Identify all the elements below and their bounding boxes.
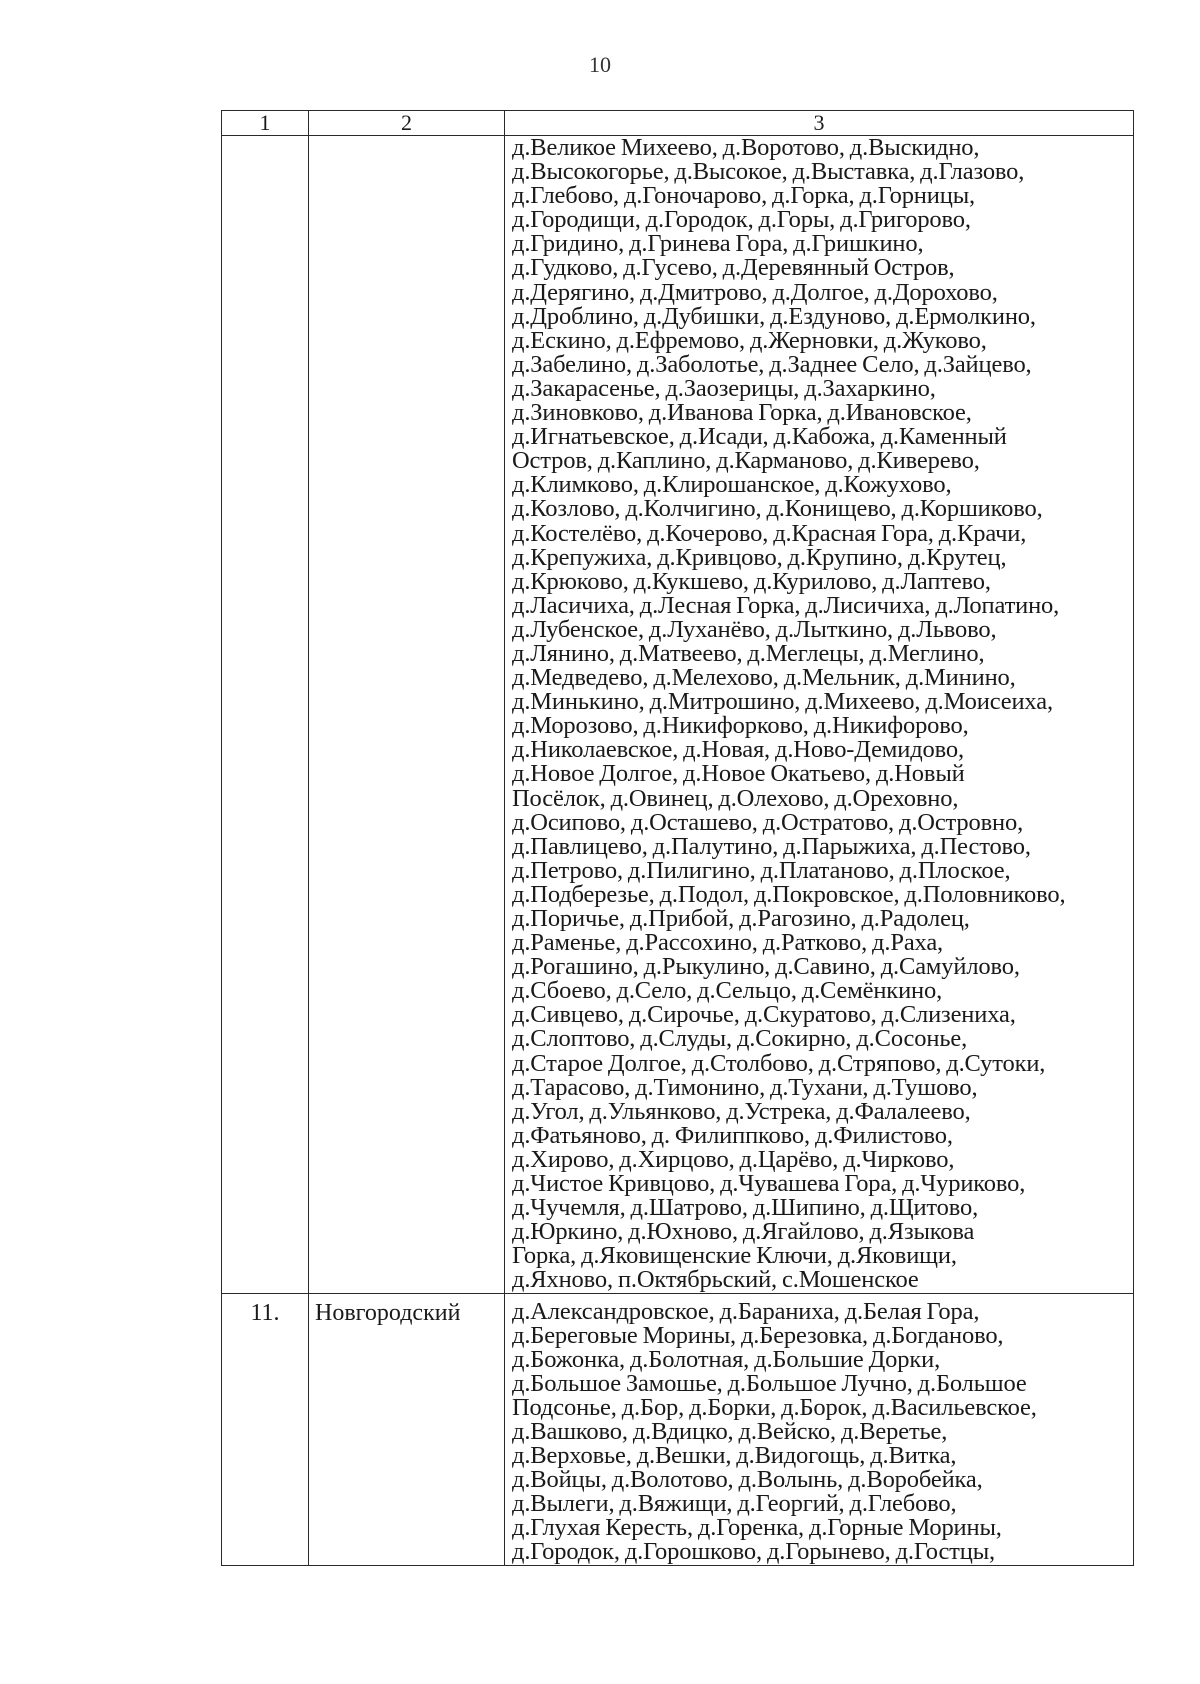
row-number [222,136,308,142]
settlement-line: Горка, д.Яковищенские Ключи, д.Яковищи, [512,1242,957,1270]
settlement-line: д.Гудково, д.Гусево, д.Деревянный Остров, [512,254,955,282]
settlement-line: Подсонье, д.Бор, д.Борки, д.Борок, д.Васильевское, [512,1393,1037,1421]
settlement-line: д.Великое Михеево, д.Воротово, д.Выскидно, [512,134,980,161]
row-number-cell [222,1293,309,1565]
settlement-line: д.Божонка, д.Болотная, д.Большие Дорки, [512,1345,941,1373]
settlement-line: д.Гридино, д.Гринева Гора, д.Гришкино, [512,230,924,258]
settlement-line: д.Угол, д.Ульянково, д.Устрека, д.Фалалеево, [512,1097,971,1125]
settlement-line: д.Закарасенье, д.Заозерицы, д.Захаркино, [512,374,936,402]
settlement-line: д.Хирово, д.Хирцово, д.Царёво, д.Чирково, [512,1145,955,1173]
table-row [222,136,1134,1294]
settlement-line: д.Береговые Морины, д.Березовка, д.Богданово, [512,1321,1004,1349]
column-header-2: 2 [309,111,505,136]
settlement-line: Остров, д.Каплино, д.Карманово, д.Киверево, [512,447,980,475]
row-number: 11. [250,1299,280,1326]
settlement-line: д.Вылеги, д.Вяжищи, д.Георгий, д.Глебово, [512,1490,957,1518]
table-row [222,1293,1134,1565]
settlement-line: д.Поричье, д.Прибой, д.Рагозино, д.Радолец, [512,905,970,932]
settlement-line: д.Старое Долгое, д.Столбово, д.Стряпово, д.Сутоки, [512,1049,1046,1077]
row-number-cell [222,136,309,1294]
settlement-line: д.Крюково, д.Кукшево, д.Курилово, д.Лаптево, [512,567,991,595]
settlement-line: д.Климково, д.Клирошанское, д.Кожухово, [512,471,952,499]
settlement-line: д.Вашково, д.Вдицко, д.Вейско, д.Веретье, [512,1417,948,1445]
district-name [309,136,504,142]
settlement-line: д.Морозово, д.Никифорково, д.Никифорово, [512,712,969,740]
column-header-3: 3 [505,111,1134,136]
settlement-line: д.Глебово, д.Гоночарово, д.Горка, д.Горницы, [512,182,975,210]
settlement-line: д.Осипово, д.Осташево, д.Остратово, д.Островно, [512,808,1024,836]
settlements-cell [505,1293,1134,1565]
settlement-line: Посёлок, д.Овинец, д.Олехово, д.Ореховно, [512,784,959,812]
settlement-line: д.Дерягино, д.Дмитрово, д.Долгое, д.Дорохово, [512,278,998,306]
settlement-line: д.Подберезье, д.Подол, д.Покровское, д.Половниково, [512,880,1066,908]
settlement-line: д.Верховье, д.Вешки, д.Видогощь, д.Витка, [512,1442,957,1470]
settlement-line: д.Павлицево, д.Палутино, д.Парыжиха, д.Пестово, [512,832,1031,860]
settlement-line: д.Чистое Кривцово, д.Чувашева Гора, д.Чуриково, [512,1170,1026,1198]
settlement-line: д.Минькино, д.Митрошино, д.Михеево, д.Моисеиха, [512,688,1053,716]
settlement-line: д.Новое Долгое, д.Новое Окатьево, д.Новый [512,760,965,788]
district-name: Новгородский [315,1299,461,1326]
settlement-list [505,1294,1133,1565]
settlement-line: д.Александровское, д.Бараниха, д.Белая Гора, [512,1297,980,1325]
page-number: 10 [589,52,611,77]
settlement-line: д.Сбоево, д.Село, д.Сельцо, д.Семёнкино, [512,977,943,1005]
settlement-line: д.Ескино, д.Ефремово, д.Жерновки, д.Жуково, [512,326,987,354]
settlements-cell [505,136,1134,1294]
settlement-line: д.Слоптово, д.Слуды, д.Сокирно, д.Сосонье, [512,1025,968,1053]
district-cell [309,136,505,1294]
settlement-line: д.Большое Замошье, д.Большое Лучно, д.Большое [512,1369,1027,1397]
settlement-line: д.Рогашино, д.Рыкулино, д.Савино, д.Самуйлово, [512,953,1020,981]
settlements-table [221,110,1134,1566]
settlement-line: д.Николаевское, д.Новая, д.Ново-Демидово, [512,736,964,764]
settlement-line: д.Тарасово, д.Тимонино, д.Тухани, д.Тушово, [512,1073,978,1101]
column-header-1: 1 [222,111,309,136]
settlement-line: д.Городищи, д.Городок, д.Горы, д.Григорово, [512,206,971,234]
settlement-line: д.Медведево, д.Мелехово, д.Мельник, д.Минино, [512,664,1016,692]
settlement-line: д.Войцы, д.Волотово, д.Волынь, д.Воробейка, [512,1466,983,1494]
settlement-line: д.Петрово, д.Пилигино, д.Платаново, д.Плоское, [512,856,1011,884]
settlement-line: д.Чучемля, д.Шатрово, д.Шипино, д.Щитово, [512,1194,979,1222]
settlement-line: д.Яхново, п.Октябрьский, с.Мошенское [512,1266,919,1294]
settlement-line: д.Глухая Кересть, д.Горенка, д.Горные Морины, [512,1514,1002,1542]
settlement-line: д.Фатьяново, д. Филиппково, д.Филистово, [512,1121,953,1149]
settlement-list [505,136,1133,1293]
settlement-line: д.Высокогорье, д.Высокое, д.Выставка, д.Глазово, [512,158,1025,186]
settlement-line: д.Зиновково, д.Иванова Горка, д.Ивановское, [512,399,972,427]
district-cell [309,1293,505,1565]
table-header-row [222,111,1134,136]
settlement-line: д.Лянино, д.Матвеево, д.Меглецы, д.Меглино, [512,639,985,667]
settlement-line: д.Сивцево, д.Сирочье, д.Скуратово, д.Слизениха, [512,1001,1016,1029]
settlement-line: д.Козлово, д.Колчигино, д.Конищево, д.Коршиково, [512,495,1043,523]
settlement-line: д.Лубенское, д.Луханёво, д.Лыткино, д.Львово, [512,615,997,643]
settlement-line: д.Дроблино, д.Дубишки, д.Ездуново, д.Ермолкино, [512,302,1036,330]
settlement-line: д.Ласичиха, д.Лесная Горка, д.Лисичиха, д.Лопатино, [512,591,1060,619]
settlement-line: д.Раменье, д.Рассохино, д.Ратково, д.Раха, [512,929,944,957]
settlement-line: д.Городок, д.Горошково, д.Горынево, д.Гостцы, [512,1538,995,1566]
settlement-line: д.Игнатьевское, д.Исади, д.Кабожа, д.Каменный [512,423,1007,451]
settlement-line: д.Костелёво, д.Кочерово, д.Красная Гора, д.Крачи, [512,519,1027,547]
settlement-line: д.Забелино, д.Заболотье, д.Заднее Село, д.Зайцево, [512,350,1032,378]
settlement-line: д.Крепужиха, д.Кривцово, д.Крупино, д.Крутец, [512,543,1007,571]
settlement-line: д.Юркино, д.Юхново, д.Ягайлово, д.Языкова [512,1218,975,1246]
